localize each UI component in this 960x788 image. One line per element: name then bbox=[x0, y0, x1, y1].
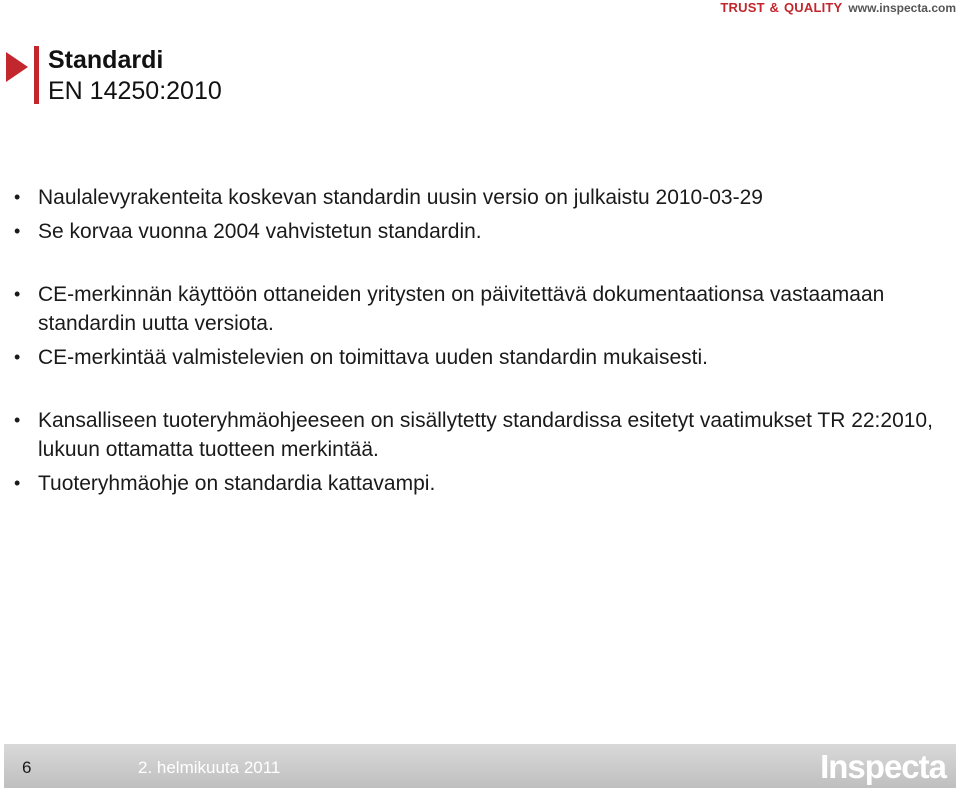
bullet-group-2 bbox=[14, 280, 934, 372]
title-accent-bar bbox=[34, 46, 39, 104]
bullet-item: • Naulalevyrakenteita koskevan standardin uusin versio on julkaistu 2010-03-29 bbox=[14, 183, 934, 212]
bullet-item: • Se korvaa vuonna 2004 vahvistetun standardin. bbox=[14, 217, 934, 246]
bullet-group-3 bbox=[14, 406, 934, 498]
website-text: www.inspecta.com bbox=[848, 1, 956, 15]
slide-title: Standardi bbox=[48, 46, 164, 74]
top-brand-tagline bbox=[720, 0, 956, 16]
inspecta-logo: Inspecta bbox=[820, 748, 946, 785]
bullet-item: • CE-merkintää valmistelevien on toimittava uuden standardin mukaisesti. bbox=[14, 343, 934, 372]
bullet-item: • Tuoteryhmäohje on standardia kattavampi. bbox=[14, 469, 934, 498]
trust-quality-text: TRUST & QUALITY bbox=[720, 0, 843, 15]
bullet-item: • Kansalliseen tuoteryhmäohjeeseen on sisällytetty standardissa esitetyt vaatimukset TR 22:2010, lukuun ottamatta tuotteen merkintää. bbox=[14, 406, 934, 464]
arrow-icon bbox=[6, 52, 28, 82]
page-number: 6 bbox=[22, 758, 32, 777]
bullet-group-1 bbox=[14, 183, 934, 246]
bullet-list bbox=[14, 183, 934, 498]
slide-subtitle: EN 14250:2010 bbox=[48, 77, 222, 105]
footer-date: 2. helmikuuta 2011 bbox=[138, 758, 281, 777]
bullet-item: • CE-merkinnän käyttöön ottaneiden yritysten on päivitettävä dokumentaationsa vastaamaan standardin uutta versiota. bbox=[14, 280, 934, 338]
footer-bar bbox=[4, 744, 956, 788]
